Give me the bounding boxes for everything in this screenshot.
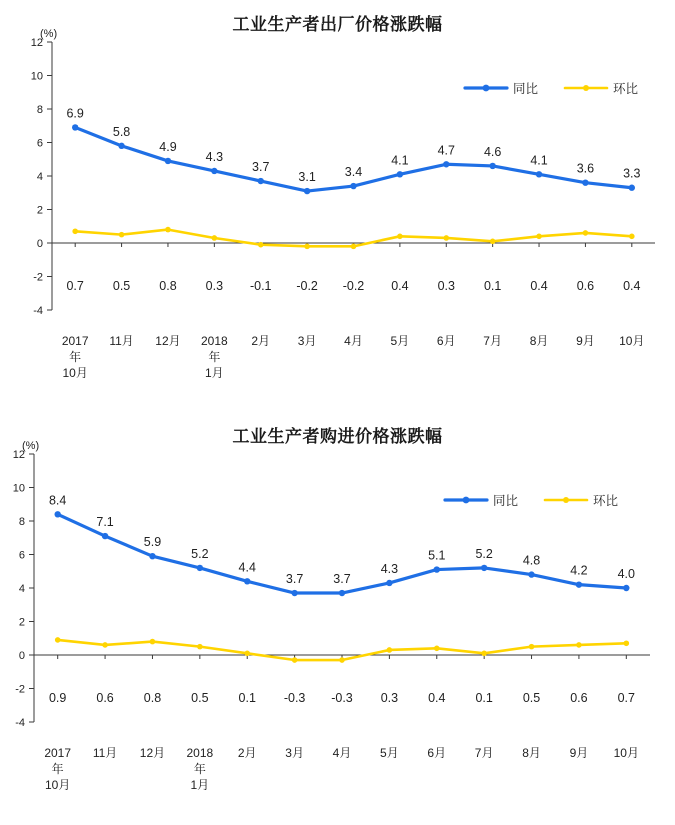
x-tick-label: 6月 [436,334,456,348]
x-tick-label: 10月 [619,334,645,348]
x-tick-label: 8月 [522,746,541,760]
data-label-tongbi: 5.9 [143,535,162,550]
chart-title: 工业生产者出厂价格涨跌幅 [232,15,443,34]
data-point-huanbi [72,228,78,234]
data-label-huanbi: 0.1 [483,279,502,293]
data-label-huanbi: -0.1 [249,279,272,293]
data-point-huanbi [481,651,487,657]
data-label-tongbi: 4.0 [617,567,636,581]
x-tick-label: 2017 年 10月 [61,334,89,380]
x-tick-label: 2月 [251,334,271,348]
data-point-tongbi [165,158,171,164]
x-tick-label: 5月 [380,746,399,760]
data-point-huanbi [102,642,108,648]
data-point-tongbi [443,161,449,167]
x-tick-label: 7月 [474,746,494,760]
y-tick-label: 10 [30,70,43,83]
data-label-huanbi: 0.8 [159,279,177,293]
data-label-huanbi: 0.6 [576,279,595,293]
y-axis-unit-label: (%) [22,440,40,452]
data-point-tongbi [536,171,542,177]
data-label-tongbi: 5.2 [475,546,493,561]
data-point-tongbi [397,171,403,177]
data-label-huanbi: 0.4 [391,279,409,293]
data-label-huanbi: 0.1 [475,691,493,705]
data-label-tongbi: 5.2 [191,546,209,561]
data-point-tongbi [629,185,635,191]
y-tick-label: 8 [36,104,43,116]
x-tick-label: 11月 [109,334,134,348]
chart-ppi-factory-gate [0,0,675,412]
y-tick-label: -4 [33,305,43,317]
data-point-huanbi [339,657,345,663]
y-tick-label: 0 [36,238,43,250]
data-label-tongbi: 5.8 [112,124,131,139]
y-tick-label: 8 [18,516,25,528]
legend-label-tongbi: 同比 [493,494,519,508]
data-point-huanbi [387,647,393,653]
y-tick-label: -2 [33,271,43,284]
data-label-tongbi: 4.9 [159,139,177,154]
y-tick-label: 12 [30,37,43,49]
data-label-tongbi: 4.1 [530,153,548,168]
data-label-huanbi: -0.3 [331,691,353,705]
data-point-tongbi [258,178,264,184]
data-label-tongbi: 4.3 [380,561,399,576]
data-label-huanbi: -0.2 [342,279,365,293]
data-label-tongbi: 4.3 [205,149,224,164]
data-point-huanbi [576,642,582,648]
data-point-huanbi [258,242,264,248]
data-label-huanbi: 0.5 [112,279,131,293]
data-point-huanbi [351,244,357,250]
data-point-tongbi [291,590,297,596]
x-tick-label: 11月 [92,746,118,760]
data-point-tongbi [623,585,629,591]
data-label-tongbi: 6.9 [66,106,84,121]
data-point-huanbi [212,235,218,241]
data-point-tongbi [304,188,310,194]
data-point-tongbi [434,566,440,572]
x-tick-label: 8月 [529,334,549,348]
data-label-tongbi: 3.6 [576,161,595,176]
data-point-huanbi [536,234,542,240]
x-tick-label: 6月 [427,746,447,760]
data-label-huanbi: -0.3 [283,691,306,705]
data-point-tongbi [197,565,203,571]
x-tick-label: 3月 [285,746,304,760]
chart-ppi-purchase [0,412,675,824]
y-tick-label: 2 [36,204,43,217]
data-point-tongbi [528,571,534,577]
data-point-tongbi [582,180,588,186]
plot-area [0,0,675,412]
data-label-tongbi: 3.1 [298,170,316,185]
data-label-huanbi: 0.7 [617,691,636,705]
data-point-tongbi [386,580,392,586]
data-label-huanbi: 0.6 [96,691,114,705]
data-point-huanbi [434,646,440,652]
data-label-huanbi: 0.3 [205,279,224,293]
data-point-tongbi [489,163,495,169]
data-label-tongbi: 4.1 [391,153,409,168]
data-point-tongbi [54,511,60,517]
data-point-tongbi [576,581,582,587]
x-tick-label: 2018 年 1月 [200,334,228,380]
data-label-tongbi: 7.1 [96,515,114,530]
y-tick-label: 4 [18,583,25,595]
legend-label-huanbi: 环比 [613,82,639,96]
data-label-tongbi: 4.2 [570,563,588,578]
x-tick-label: 9月 [576,334,595,348]
x-tick-label: 12月 [155,334,181,348]
data-label-tongbi: 8.4 [48,493,67,508]
x-tick-label: 12月 [139,746,166,760]
data-point-huanbi [397,234,403,240]
data-point-tongbi [72,124,78,130]
data-point-huanbi [529,644,535,650]
x-tick-label: 4月 [344,334,363,348]
data-point-tongbi [211,168,217,174]
data-point-tongbi [481,565,487,571]
chart-title: 工业生产者购进价格涨跌幅 [232,427,443,446]
y-tick-label: 4 [36,171,43,183]
x-tick-label: 7月 [483,334,502,348]
data-label-huanbi: 0.4 [530,279,548,293]
legend-label-huanbi: 环比 [593,494,619,508]
x-tick-label: 3月 [297,334,317,348]
data-label-tongbi: 4.6 [483,144,502,159]
data-label-huanbi: 0.4 [623,279,641,293]
x-tick-label: 4月 [332,746,352,760]
data-point-huanbi [55,637,61,643]
data-label-huanbi: 0.3 [437,279,455,293]
data-label-huanbi: 0.7 [66,279,84,293]
data-point-huanbi [583,230,589,236]
y-tick-label: 6 [18,549,25,562]
data-point-tongbi [149,553,155,559]
data-label-tongbi: 4.8 [522,553,541,568]
data-point-huanbi [292,657,298,663]
data-point-tongbi [118,143,124,149]
data-label-huanbi: 0.3 [380,691,399,705]
data-label-huanbi: 0.9 [48,691,67,705]
data-point-tongbi [350,183,356,189]
plot-area [0,412,675,824]
data-label-huanbi: 0.5 [522,691,541,705]
data-label-tongbi: 4.4 [238,560,256,575]
data-point-tongbi [244,578,250,584]
data-label-tongbi: 3.7 [333,572,351,587]
data-label-tongbi: 3.7 [285,572,304,587]
data-point-huanbi [197,644,203,650]
x-tick-label: 10月 [613,746,639,760]
y-tick-label: 2 [18,616,25,629]
x-tick-label: 2月 [237,746,257,760]
y-tick-label: 10 [12,482,25,495]
data-label-huanbi: -0.2 [296,279,318,293]
data-label-tongbi: 4.7 [437,143,455,158]
data-label-tongbi: 5.1 [428,548,446,563]
data-label-tongbi: 3.3 [623,166,641,181]
data-point-huanbi [165,227,171,233]
data-point-huanbi [119,232,125,238]
data-point-huanbi [150,639,156,645]
data-point-huanbi [443,235,449,241]
y-tick-label: -2 [15,683,25,696]
y-tick-label: 12 [12,449,25,461]
data-point-huanbi [624,640,630,646]
y-tick-label: 0 [18,650,25,662]
data-label-huanbi: 0.1 [238,691,256,705]
data-point-tongbi [339,590,345,596]
data-label-huanbi: 0.4 [428,691,446,705]
series-line-tongbi [75,124,632,191]
data-label-tongbi: 3.4 [344,165,363,180]
data-label-huanbi: 0.6 [570,691,588,705]
y-tick-label: 6 [36,137,43,150]
data-point-huanbi [629,234,635,240]
data-point-huanbi [304,244,310,250]
data-label-huanbi: 0.8 [143,691,162,705]
x-tick-label: 5月 [390,334,410,348]
x-tick-label: 9月 [569,746,589,760]
legend-label-tongbi: 同比 [513,82,539,96]
x-tick-label: 2018 年 1月 [186,746,214,792]
data-point-huanbi [490,239,496,245]
x-tick-label: 2017 年 10月 [44,746,72,792]
data-point-tongbi [102,533,108,539]
data-label-huanbi: 0.5 [191,691,209,705]
data-point-huanbi [244,651,250,657]
data-label-tongbi: 3.7 [252,160,270,175]
y-axis-unit-label: (%) [40,28,58,40]
y-tick-label: -4 [15,717,25,729]
